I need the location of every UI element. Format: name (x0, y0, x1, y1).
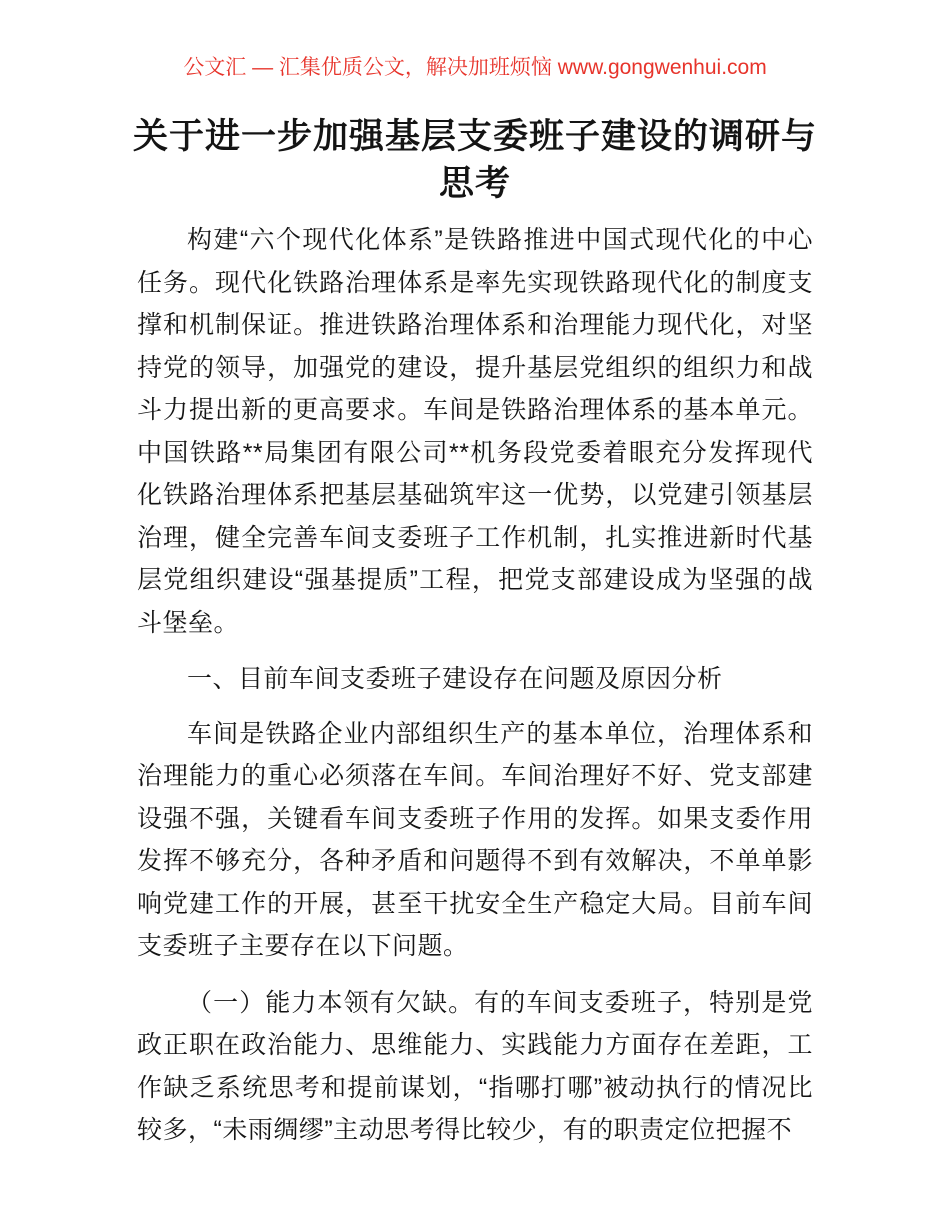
section-heading-1: 一、目前车间支委班子建设存在问题及原因分析 (187, 665, 723, 693)
site-watermark-header: 公文汇 — 汇集优质公文，解决加班烦恼 www.gongwenhui.com (183, 56, 767, 79)
paragraph-intro: 构建“六个现代化体系”是铁路推进中国式现代化的中心任务。现代化铁路治理体系是率先实现铁路现代化的制度支撑和机制保证。推进铁路治理体系和治理能力现代化，对坚持党的领导，加强党的建设，提升基层党组织的组织力和战斗力提出新的更高要求。车间是铁路治理体系的基本单元。中国铁路**局集团有限公司**机务段党委着眼充分发挥现代化铁路治理体系把基层基础筑牢这一优势，以党建引领基层治理，健全完善车间支委班子工作机制，扎实推进新时代基层党组织建设“强基提质”工程，把党支部建设成为坚强的战斗堡垒。 (137, 226, 813, 637)
paragraph-section-overview: 车间是铁路企业内部组织生产的基本单位，治理体系和治理能力的重心必须落在车间。车间治理好不好、党支部建设强不强，关键看车间支委班子作用的发挥。如果支委作用发挥不够充分，各种矛盾和问题得不到有效解决，不单单影响党建工作的开展，甚至干扰安全生产稳定大局。目前车间支委班子主要存在以下问题。 (137, 719, 813, 960)
paragraph-problem-1: （一）能力本领有欠缺。有的车间支委班子，特别是党政正职在政治能力、思维能力、实践能力方面存在差距，工作缺乏系统思考和提前谋划，“指哪打哪”被动执行的情况比较多，“未雨绸缪”主动思考得比较少，有的职责定位把握不 (137, 988, 813, 1144)
document-body (137, 219, 813, 1152)
document-title: 关于进一步加强基层支委班子建设的调研与思考 (132, 117, 817, 203)
